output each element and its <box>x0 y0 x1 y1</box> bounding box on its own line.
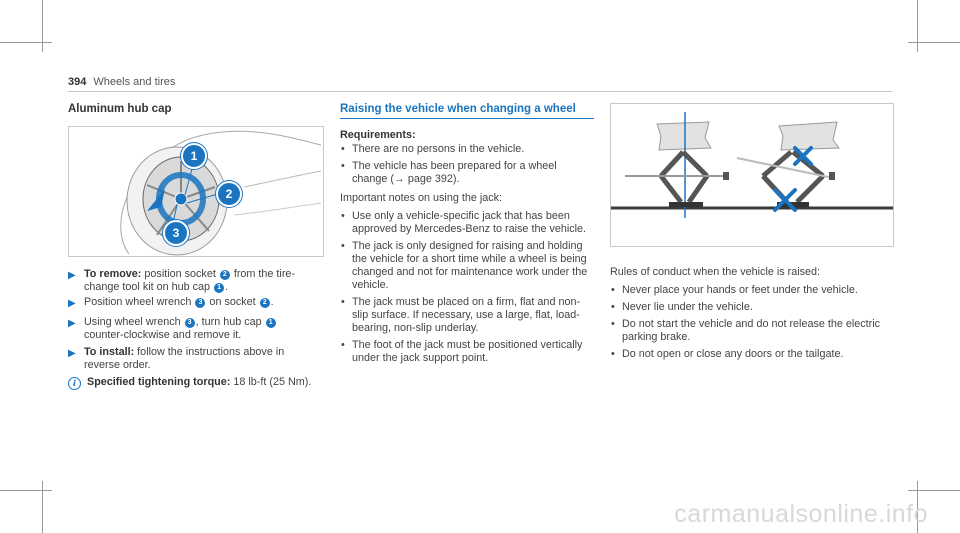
page-number: 394 <box>68 76 87 88</box>
jack-illustration <box>611 104 893 246</box>
requirements-label: Requirements: <box>340 129 416 141</box>
callout-badge: 2 <box>220 270 230 280</box>
triangle-right-icon: ▶ <box>68 348 76 359</box>
list-item: • The foot of the jack must be positioned vertically under the jack support point. <box>341 339 583 364</box>
hub-cap-figure <box>68 126 324 257</box>
crop-mark <box>0 490 52 491</box>
list-item: • The vehicle has been prepared for a wheel change (→ page 392). <box>341 160 557 185</box>
col2-heading-rule <box>340 118 594 119</box>
list-item: • There are no persons in the vehicle. <box>341 143 525 155</box>
crop-mark <box>908 42 960 43</box>
rules-intro: Rules of conduct when the vehicle is raised: <box>610 266 821 278</box>
col3-body <box>610 266 900 365</box>
step-keyword: To remove: <box>84 268 142 280</box>
torque-label: Specified tightening torque: <box>87 376 231 388</box>
step-keyword: To install: <box>84 346 135 358</box>
list-item: • Use only a vehicle-specific jack that has been approved by Mercedes-Benz to raise the vehicle. <box>341 210 587 235</box>
list-item: • Never place your hands or feet under the vehicle. <box>611 284 858 296</box>
callout-badge: 1 <box>266 318 276 328</box>
watermark: carmanualsonline.info <box>674 500 928 528</box>
triangle-right-icon: ▶ <box>68 298 76 309</box>
crop-mark <box>42 0 43 52</box>
header-rule <box>68 91 892 92</box>
col2-body <box>340 129 594 369</box>
info-icon: i <box>68 377 81 390</box>
list-item: • Never lie under the vehicle. <box>611 301 753 313</box>
page-header <box>68 76 175 88</box>
section-title: Wheels and tires <box>93 76 176 88</box>
triangle-right-icon: ▶ <box>68 318 76 329</box>
triangle-right-icon: ▶ <box>68 270 76 281</box>
callout-2: 2 <box>216 181 242 207</box>
jack-figure <box>610 103 894 247</box>
torque-value: 18 lb-ft (25 Nm). <box>230 376 312 388</box>
torque-note <box>68 376 328 390</box>
crop-mark <box>917 0 918 52</box>
col2-heading: Raising the vehicle when changing a wheel <box>340 103 576 115</box>
callout-3: 3 <box>163 220 189 246</box>
crop-mark <box>42 481 43 533</box>
callout-1: 1 <box>181 143 207 169</box>
callout-badge: 2 <box>260 298 270 308</box>
list-item: • The jack must be placed on a firm, flat and non-slip surface. If necessary, use a large, flat, load-bearing, non-slip underlay. <box>341 296 581 334</box>
list-item: • Do not open or close any doors or the tailgate. <box>611 348 844 360</box>
list-item: • Do not start the vehicle and do not release the electric parking brake. <box>611 318 881 343</box>
crop-mark <box>0 42 52 43</box>
callout-badge: 3 <box>195 298 205 308</box>
crop-mark <box>908 490 960 491</box>
callout-badge: 3 <box>185 318 195 328</box>
col1-heading: Aluminum hub cap <box>68 103 172 115</box>
jack-notes-intro: Important notes on using the jack: <box>340 192 503 204</box>
callout-badge: 1 <box>214 283 224 293</box>
list-item: • The jack is only designed for raising and holding the vehicle for a short time while a wheel is being changed and not for maintenance work under the vehicle. <box>341 240 588 291</box>
